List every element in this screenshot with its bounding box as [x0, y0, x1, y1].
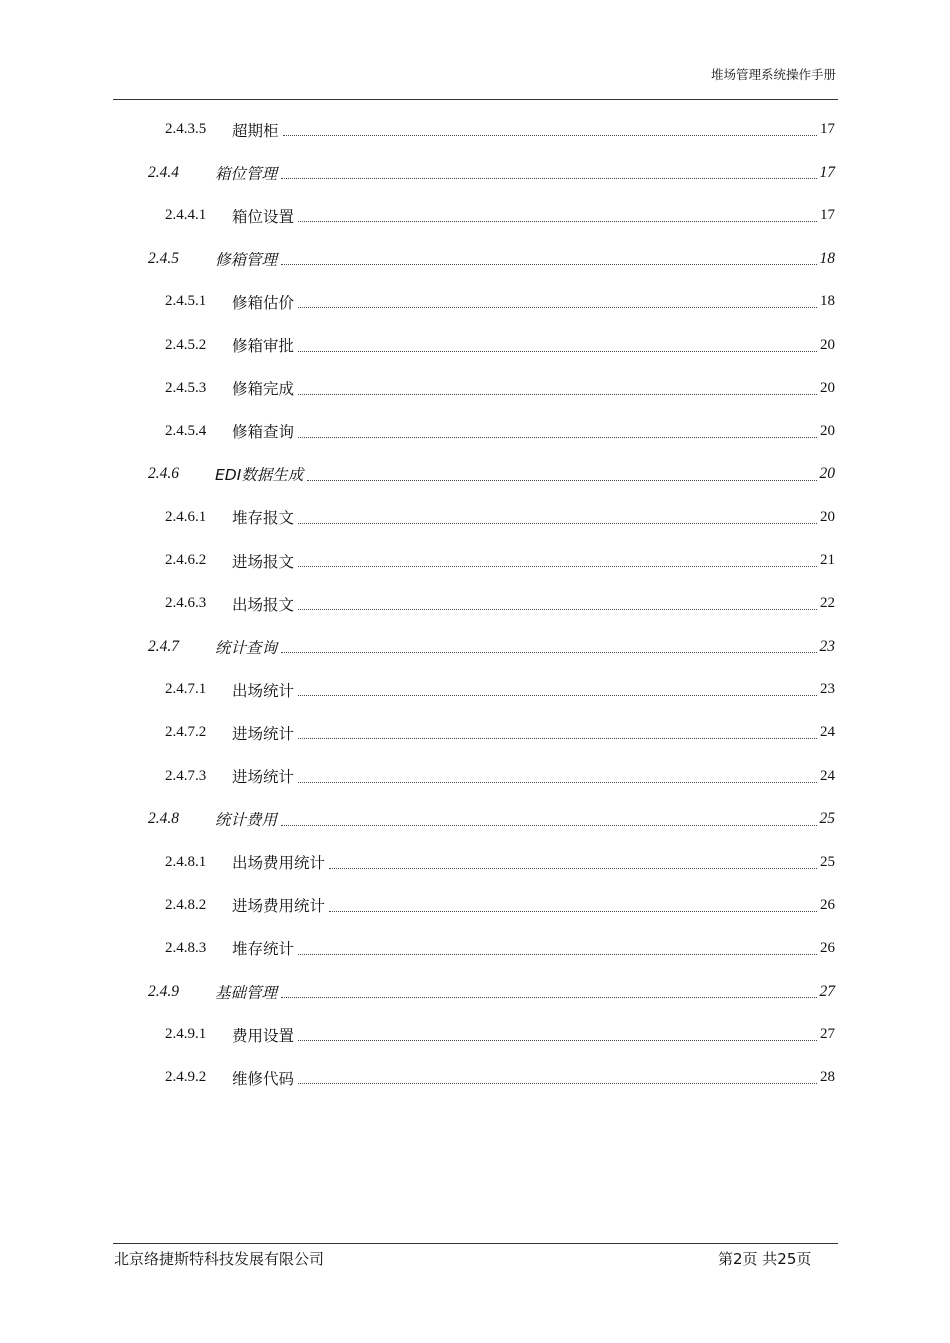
toc-dot-leader	[281, 638, 817, 653]
toc-entry-page-number: 20	[820, 508, 835, 525]
toc-dot-leader	[329, 854, 817, 869]
toc-dot-leader	[298, 595, 817, 610]
toc-entry-number: 2.4.5.2	[165, 336, 207, 353]
toc-entry-title: 进场统计	[232, 768, 295, 786]
toc-entry[interactable]	[165, 324, 835, 367]
document-header-title: 堆场管理系统操作手册	[710, 67, 836, 82]
toc-dot-leader	[298, 509, 817, 524]
toc-entry[interactable]	[165, 711, 835, 754]
toc-entry[interactable]	[165, 668, 835, 711]
toc-entry-page-number: 27	[820, 1026, 835, 1043]
toc-entry[interactable]	[165, 410, 835, 453]
toc-entry-title: 堆存统计	[232, 940, 295, 959]
toc-entry-number: 2.4.6.3	[165, 595, 207, 612]
toc-entry[interactable]	[165, 280, 835, 323]
toc-dot-leader	[281, 250, 817, 265]
toc-entry[interactable]	[165, 1056, 835, 1099]
toc-entry-number: 2.4.7.2	[165, 724, 207, 741]
toc-entry-page-number: 24	[820, 767, 835, 784]
toc-entry[interactable]	[148, 237, 835, 280]
toc-entry[interactable]	[165, 927, 835, 970]
toc-dot-leader	[298, 380, 817, 395]
toc-entry-title: 箱位设置	[232, 207, 295, 226]
footer-page-info: 第2页 共25页	[718, 1250, 812, 1268]
toc-entry[interactable]	[165, 841, 835, 884]
toc-entry-number: 2.4.7	[148, 637, 179, 655]
toc-dot-leader	[298, 207, 817, 222]
toc-dot-leader	[298, 552, 817, 567]
toc-entry[interactable]	[165, 367, 835, 410]
toc-entry-page-number: 20	[820, 379, 835, 396]
header-divider	[113, 99, 838, 100]
toc-entry-title: 出场统计	[232, 681, 295, 700]
toc-entry-page-number: 17	[819, 163, 835, 181]
toc-entry-page-number: 26	[820, 896, 835, 913]
toc-entry-title: 修箱审批	[232, 337, 295, 355]
toc-entry[interactable]	[148, 970, 835, 1013]
toc-entry[interactable]	[165, 539, 835, 582]
toc-entry-page-number: 20	[820, 336, 835, 353]
toc-dot-leader	[298, 940, 817, 955]
toc-dot-leader	[281, 983, 817, 998]
toc-entry-title: 出场费用统计	[232, 854, 326, 873]
toc-entry-number: 2.4.3.5	[165, 121, 207, 137]
toc-dot-leader	[298, 724, 817, 739]
toc-entry-page-number: 17	[820, 121, 835, 137]
toc-entry[interactable]	[165, 884, 835, 927]
toc-entry-title: 修箱管理	[215, 250, 278, 269]
toc-entry-title: 出场报文	[232, 595, 295, 614]
toc-entry-number: 2.4.8.1	[165, 853, 207, 870]
toc-dot-leader	[298, 293, 817, 308]
toc-entry-title: 进场费用统计	[232, 897, 326, 916]
toc-entry[interactable]	[165, 108, 835, 151]
toc-dot-leader	[298, 768, 817, 783]
toc-entry-page-number: 17	[820, 207, 835, 224]
toc-entry-number: 2.4.7.3	[165, 767, 207, 784]
toc-entry-page-number: 27	[819, 982, 835, 1000]
toc-entry-page-number: 18	[819, 249, 835, 267]
toc-entry-number: 2.4.6	[148, 465, 179, 483]
toc-entry-page-number: 25	[820, 853, 835, 870]
toc-entry-page-number: 28	[820, 1069, 835, 1086]
toc-entry-title: 堆存报文	[232, 509, 295, 528]
toc-entry-number: 2.4.6.1	[165, 508, 207, 525]
toc-entry-number: 2.4.4.1	[165, 207, 207, 224]
toc-entry-title: EDI数据生成	[215, 466, 304, 485]
toc-entry-number: 2.4.9	[148, 982, 179, 1000]
toc-entry-title: 基础管理	[215, 983, 278, 1002]
toc-entry-title: 箱位管理	[215, 164, 278, 183]
toc-dot-leader	[281, 811, 817, 826]
toc-entry-number: 2.4.8	[148, 810, 179, 828]
toc-entry-title: 进场统计	[232, 724, 295, 743]
toc-entry-title: 费用设置	[232, 1026, 295, 1045]
toc-entry-page-number: 20	[819, 465, 835, 483]
toc-entry-title: 统计费用	[215, 811, 278, 830]
toc-entry-number: 2.4.5.4	[165, 422, 207, 439]
toc-entry[interactable]	[148, 453, 835, 496]
toc-entry-page-number: 24	[820, 724, 835, 741]
toc-dot-leader	[298, 337, 817, 352]
toc-entry-title: 统计查询	[215, 638, 278, 657]
toc-dot-leader	[281, 164, 817, 179]
toc-entry[interactable]	[165, 755, 835, 798]
toc-entry-number: 2.4.5.1	[165, 293, 207, 310]
toc-entry-page-number: 20	[820, 422, 835, 439]
toc-entry-title: 修箱查询	[232, 423, 295, 442]
footer-company-name: 北京络捷斯特科技发展有限公司	[114, 1250, 325, 1268]
toc-entry-number: 2.4.7.1	[165, 681, 207, 698]
toc-entry-number: 2.4.5.3	[165, 379, 207, 396]
toc-entry-title: 超期柜	[232, 121, 279, 140]
toc-entry-number: 2.4.6.2	[165, 552, 207, 568]
footer-divider	[113, 1243, 838, 1244]
toc-dot-leader	[307, 466, 817, 481]
toc-dot-leader	[298, 1026, 817, 1041]
toc-entry-title: 修箱完成	[232, 380, 295, 399]
toc-entry-number: 2.4.4	[148, 163, 179, 181]
toc-entry-number: 2.4.8.3	[165, 939, 207, 956]
toc-entry-title: 修箱估价	[232, 293, 295, 312]
toc-entry-title: 维修代码	[232, 1069, 295, 1088]
toc-entry-title: 进场报文	[232, 552, 295, 571]
toc-dot-leader	[329, 897, 817, 912]
toc-entry[interactable]	[165, 496, 835, 539]
toc-entry[interactable]	[148, 151, 835, 194]
toc-entry-page-number: 22	[820, 595, 835, 612]
toc-entry-number: 2.4.9.2	[165, 1069, 207, 1086]
toc-dot-leader	[298, 681, 817, 696]
toc-entry[interactable]	[165, 1013, 835, 1056]
toc-entry[interactable]	[148, 798, 835, 841]
toc-entry-page-number: 23	[819, 637, 835, 655]
toc-entry-page-number: 26	[820, 939, 835, 956]
toc-entry-page-number: 25	[819, 810, 835, 828]
toc-dot-leader	[298, 423, 817, 438]
toc-dot-leader	[283, 121, 817, 136]
toc-entry[interactable]	[148, 625, 835, 668]
toc-entry[interactable]	[165, 582, 835, 625]
toc-entry-number: 2.4.5	[148, 249, 179, 267]
toc-entry-page-number: 18	[820, 293, 835, 310]
toc-entry[interactable]	[165, 194, 835, 237]
toc-dot-leader	[298, 1069, 817, 1084]
toc-entry-number: 2.4.8.2	[165, 896, 207, 913]
toc-entry-page-number: 23	[820, 681, 835, 698]
toc-entry-number: 2.4.9.1	[165, 1026, 207, 1043]
toc-entry-page-number: 21	[820, 552, 835, 568]
